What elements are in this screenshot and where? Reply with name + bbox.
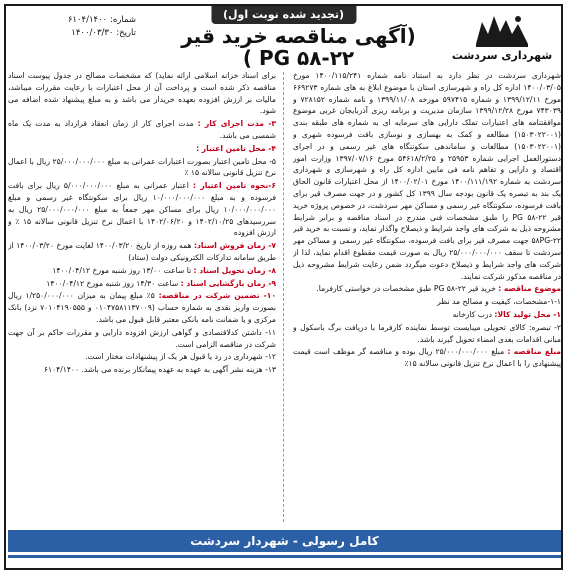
funding-source-label: ۴- محل تامین اعتبار :: [196, 143, 276, 153]
tax-code-item: ۱۱- داشتن کدلاقتصادی و گواهی ارزش افزوده دارایی و مقررات حاکم بر آن جهت شرکت در مناقصه الزامی است.: [8, 327, 276, 349]
mayor-signature-bar: کامل رسولی - شهردار سردشت: [8, 530, 561, 552]
docs-delivery-label: ۸- زمان تحویل اسناد :: [193, 265, 276, 275]
reference-date: تاریخ: ۱۴۰۰/۰۳/۳۰: [71, 28, 136, 38]
subject-text: خرید قیر ۲۲-۵۸ PG طبق مشخصات در خواستی کارفرما.: [316, 284, 499, 294]
location-text: درب کارخانه: [452, 309, 495, 319]
specs-item: ۱-۱-مشخصات، کیفیت و مصالح مد نظر: [437, 297, 561, 307]
payment-paragraph: برای اسناد خزانه اسلامی ارائه نماید) که مشخصات مصالح در جدول پیوست اسناد مناقصه ذکر شده است و پرداخت آن از محل اعتبارات با رعایت مقررات میباشد، مالیات بر ارزش افزوده بعهده خریدار می باشد و به مبلغ پیشنهاد شده اضافه می شود.: [8, 71, 276, 116]
duration-label: ۳- مدت اجرای کار :: [197, 119, 276, 129]
duration-text: مدت اجرای کار از زمان انعقاد قرارداد به مدت یک ماه شمسی می باشد.: [8, 119, 276, 140]
reference-number: شماره: ۶۱۰۴/۱۴۰۰: [67, 15, 136, 25]
opening-label: ۹- زمان بازگشایی اسناد :: [180, 278, 276, 288]
renewal-badge: (تجدید شده نوبت اول): [211, 6, 356, 24]
reference-meta: [16, 14, 136, 40]
subject-item: [293, 283, 561, 295]
tender-text-left-column: [8, 70, 276, 522]
docs-delivery-text: تا ساعت ۱۳/۰۰ روز شنبه مورخ ۱۴۰۰/۰۴/۱۲: [52, 265, 194, 275]
footer-divider: [8, 555, 561, 558]
subject-label: موضوع مناقصه :: [498, 284, 561, 294]
opening-item: [8, 278, 276, 290]
opening-text: ساعت ۱۴/۳۰ روز شنبه مورخ ۱۴۰۰/۰۴/۱۲: [46, 278, 181, 288]
tender-text-right-column: [293, 70, 561, 522]
docs-sale-item: [8, 240, 276, 264]
issuer-name: شهرداری سردشت: [451, 49, 553, 62]
docs-sale-label: ۷- زمان فروش اسناد:: [193, 241, 276, 251]
issuer-logo: [449, 12, 555, 66]
guarantee-item: [8, 290, 276, 325]
tender-product-code: PG ۵۸-۲۲ ): [242, 46, 355, 70]
location-label: ۱- محل تولید کالا:: [494, 309, 561, 319]
tender-title: (آگهی مناقصه خرید قیر: [181, 24, 416, 48]
intro-paragraph: شهرداری سردشت در نظر دارد به استناد نامه شماره ۱۴۰۰/۱۱۵/۲۴۱ مورخ ۱۴۰۰/۰۳/۰۵ اداره کل راه و شهرسازی استان با موضوع ابلاغ به های شماره ۶۶۹۲۷۳ مورخ ۱۳۹۹/۱۲/۱۱ و شماره ۵۹۷۴۱۵ مورخه ۱۳۹۹/۱۱/۰۸ و نامه شماره ۷۲۸۱۵۲ و ۷۴۳۰۳۹ مورخ ۱۳۹۹/۱۲/۲۸ سازمان مدیریت و برنامه ریزی آذربایجان غربی موضوع موافقتنامه های اعتبارات تملک دارایی های سرمایه ای به شماره های طبقه بندی (۱۵۰۳۰۲۲۰۰۱) مطالعه و کمک به بهسازی و نوسازی بافت فرسوده شهری و (۱۵۰۳۰۲۲۰۰۱) مطالعات و ساماندهی سکونتگاه های غیر رسمی و در اجرای دستورالعمل اجرایی شماره ۲۵۹۵۳ و ۵۴۶۱۸/۲/۲۵ مورخ ۱۳۹۷/۰۷/۱۶ وزارت امور اقتصاد و دارایی و تفاهم نامه فی مابین اداره کل راه و شهرسازی و شهرداری سردشت به شماره ۱۴۰۰/۱۱۱/۱۹۲ مورخ ۱۴۰۰/۰۲/۰۱ از محل اعتبارات قانون الحاق یک بند به تبصره یک قانون بودجه سال ۱۳۹۹ کل کشور و در جهت مصرف قیر برای بافت فرسوده، سکونتگاه غیر رسمی و مساکن مهر سردشت، در خصوص پروژه خرید قیر ۲۲-۵۸ PG را طبق مشخصات فنی مندرج در اسناد مناقصه و برابر شرایط مشروحه ذیل به شرکت های واجد شرایط و ذیصلاح واگذار نماید، و نسبت به خرید قیر ۲۲-۵۸PG جهت مصرف قیر برای بافت فرسوده، سکونتگاه غیر رسمی و مساکن مهر سردشت تا سقف ۲۵/۰۰۰/۰۰۰/۰۰۰ ریال به صورت قیمت مقطوع اقدام نماید، لذا از شرکت های واجد شرایط و ذیصلاح دعوت میگردد ضمن رعایت شرایط مشروحه ذیل در مناقصه مذکور شرکت نمایند.: [293, 71, 561, 281]
docs-sale-text: همه روزه از تاریخ ۱۴۰۰/۰۳/۲۰ لغایت مورخ ۱۴۰۰/۰۳/۲۰ از طریق سامانه تدارکات الکترونیکی دولت (ستاد): [8, 241, 276, 262]
funding-source-item: [8, 143, 276, 155]
funding-method-text: اعتبار عمرانی به مبلغ ۵/۰۰۰/۰۰۰/۰۰۰ ریال برای بافت فرسوده و به مبلغ ۱۰/۰۰۰/۰۰۰/۰۰۰ ریال برای سکونتگاه غیر رسمی و مبلغ ۱۰/۰۰۰/۰۰۰/۰۰۰ ریال برای مساکن مهر جمعاً به مبلغ ۲۵/۰۰۰/۰۰۰/۰۰۰ ریال به سررسیدهای ۱۴۰۲/۱۰/۲۵ و ۱۴۰۲/۰۶/۲۰ با اعمال نرخ تنزیل قانونی سالانه ۱۵ ٪ و ارزش افزوده: [8, 181, 276, 238]
municipality-emblem-icon: [472, 12, 532, 48]
location-item: [293, 309, 561, 321]
docs-delivery-item: [8, 265, 276, 277]
guarantee-label: ۱۰- تضمین شرکت در مناقصه:: [158, 291, 276, 301]
rejection-right-item: ۱۲- شهرداری در رد یا قبول هر یک از پیشنهادات مختار است.: [85, 352, 276, 362]
funding-amount-item: ۵- محل تامین اعتبار بصورت اعتبارات عمرانی به مبلغ ۲۵/۰۰۰/۰۰۰/۰۰۰ ریال با اعمال نرخ تنزیل قانونی سالانه ۱۵ ٪: [8, 156, 276, 178]
duration-item: [8, 118, 276, 142]
delivery-note-item: ۲- تبصره: کالای تحویلی میبایست توسط نماینده کارفرما با دریافت برگ باسکول و مبانی اقدامات بعدی امضاء تحویل گیرند باشد.: [293, 322, 561, 344]
funding-method-item: [8, 180, 276, 239]
ad-cost-item: ۱۳- هزینه نشر آگهی به عهده به عهده پیمانکار برنده می باشد. ۶۱۰۴/۱۴۰۰: [43, 365, 276, 375]
amount-text: مبلغ ۲۵/۰۰۰/۰۰۰/۰۰۰ ریال بوده و مناقصه گر موظف است قیمت پیشنهادی را با اعمال نرخ تنزیل قانونی سالانه ۱۵٪: [293, 347, 561, 369]
amount-label: مبلغ مناقصه :: [507, 347, 561, 357]
funding-method-label: ۶-نحوه تامین اعتبار :: [192, 181, 276, 191]
amount-item: [293, 346, 561, 370]
guarantee-text: ۵٪ مبلغ پیمان به میزان ۱/۲۵۰/۰۰۰/۰۰۰ ریال بصورت واریز نقدی به شماره حساب (۰۱۰۴۷۵۸۱۱۳۷۰۰۹ و ۷۰۱۰۴۱۹۰۵۵۵ نزد) بانک مرکزی و یا ضمانت نامه بانکی معتبر قابل قبول می باشد.: [8, 291, 276, 324]
column-divider: [283, 72, 284, 522]
